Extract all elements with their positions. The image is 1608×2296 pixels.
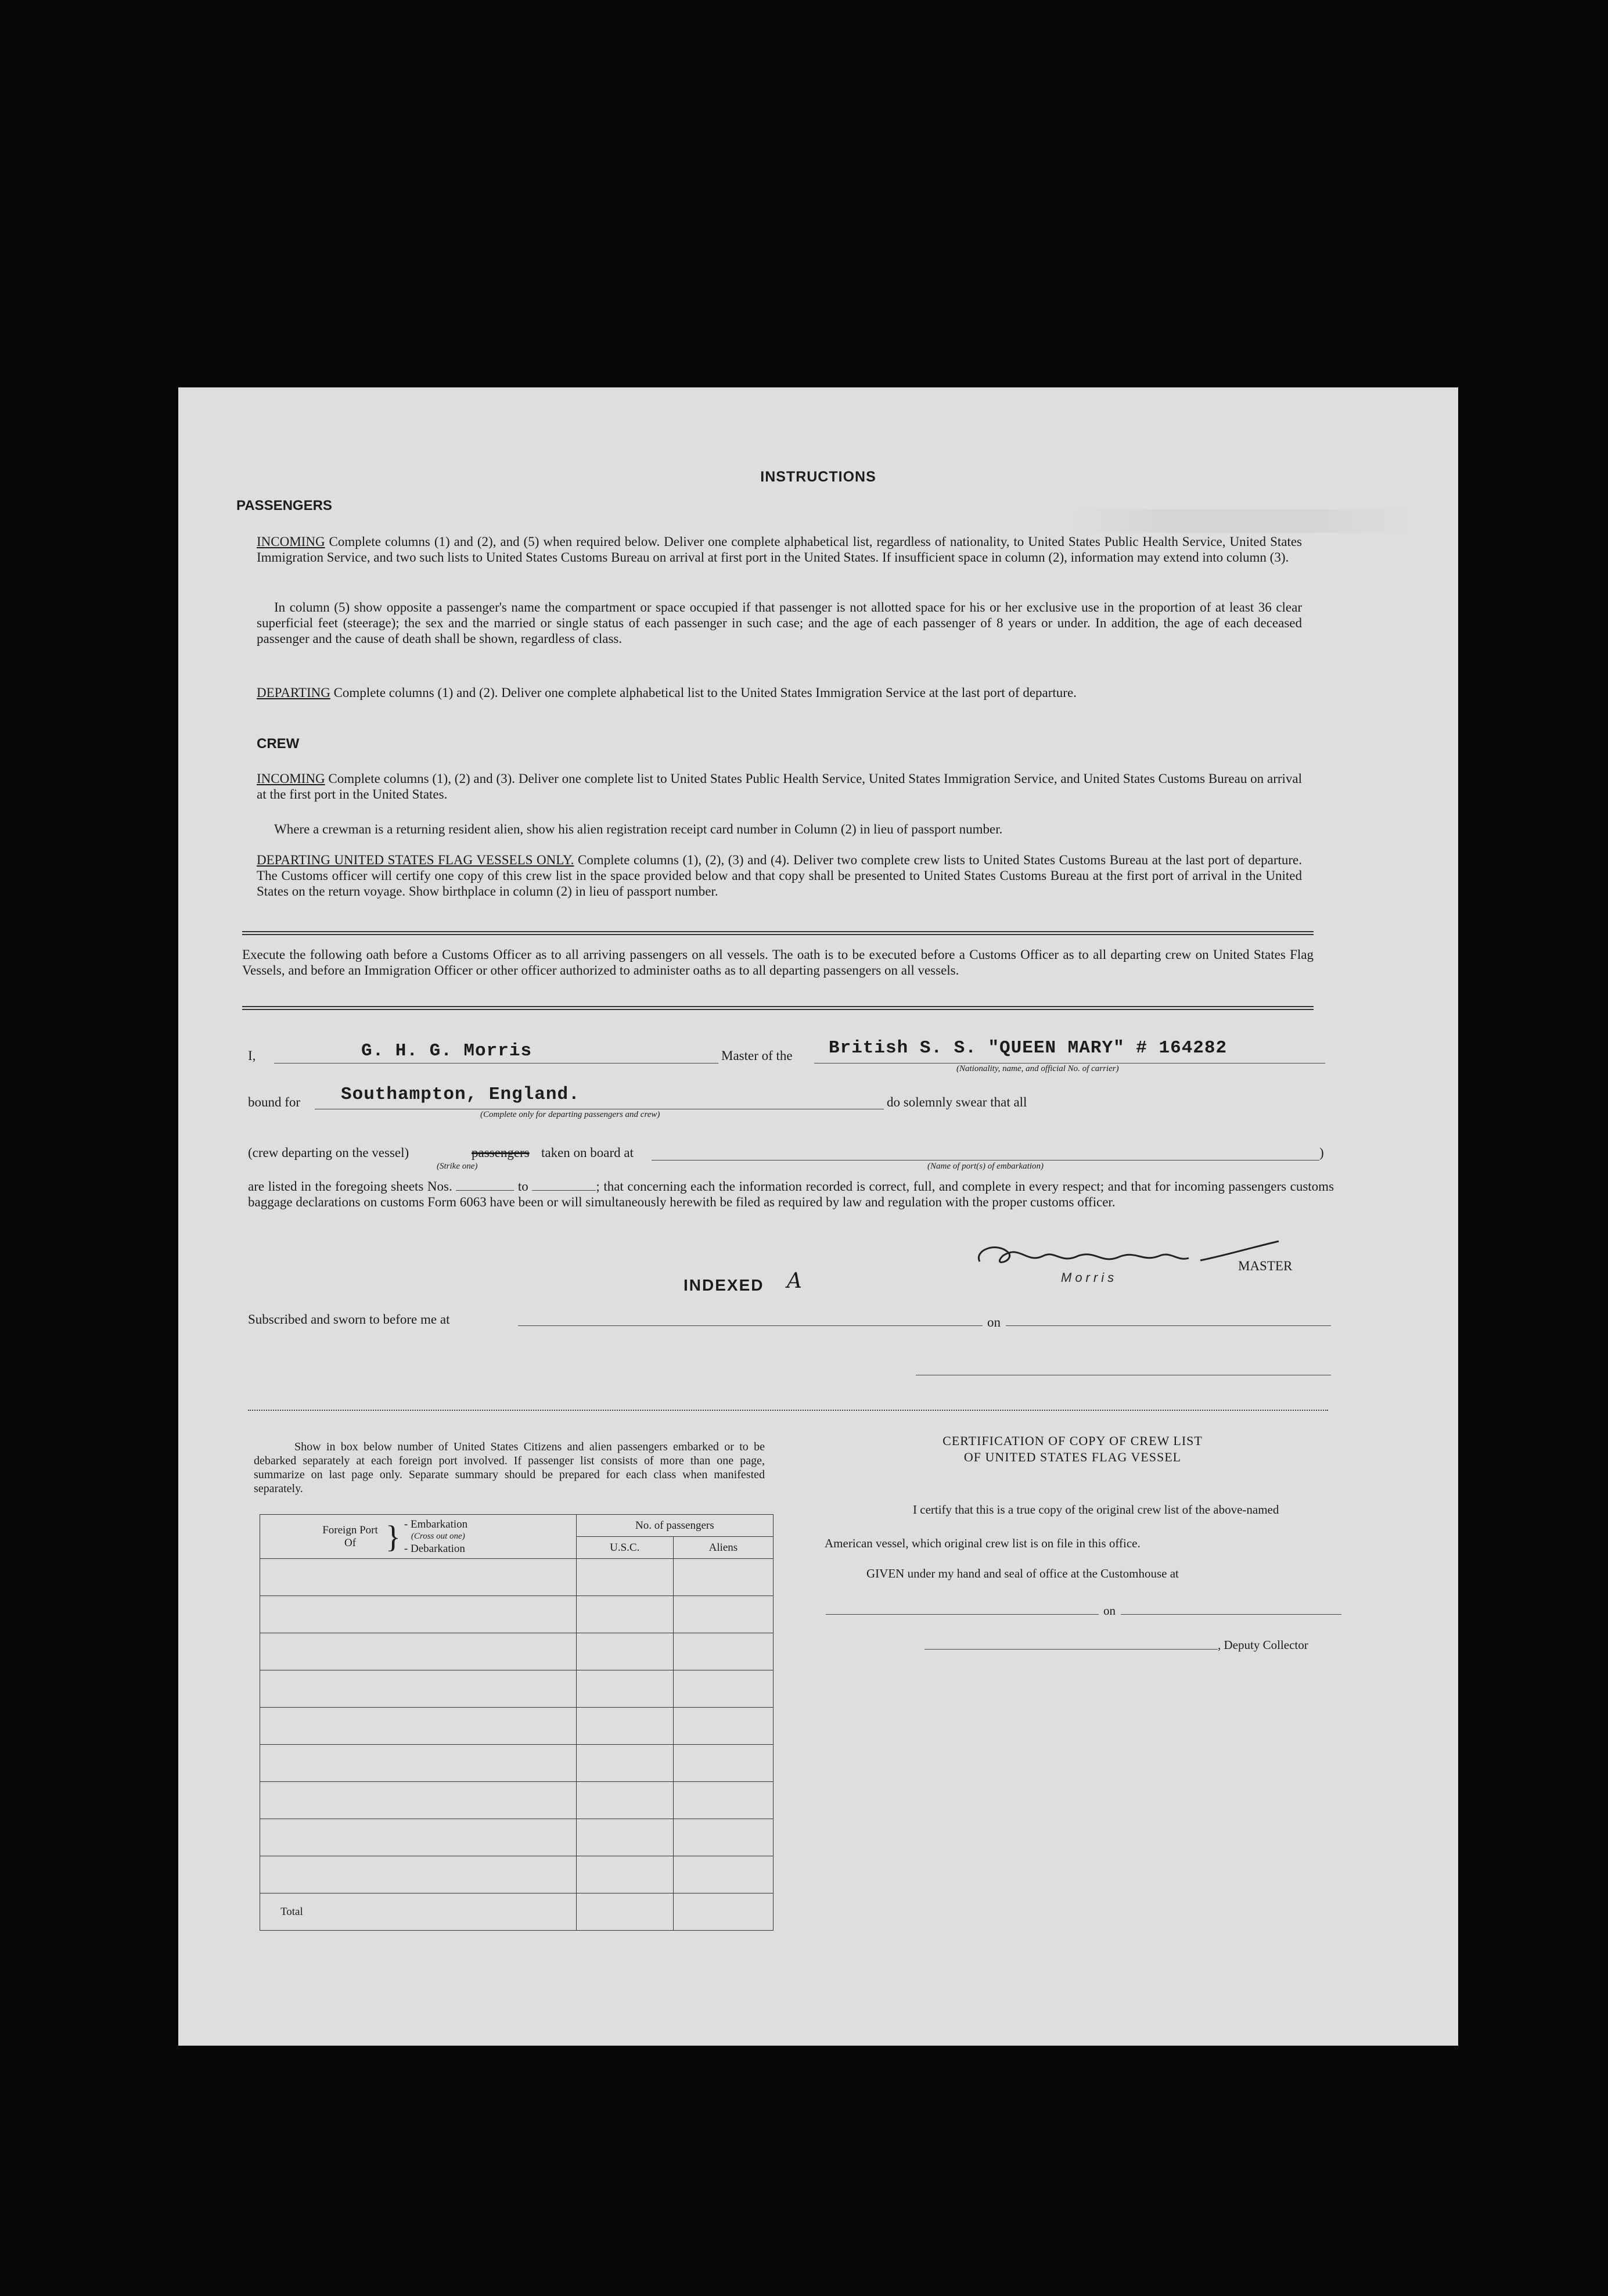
indexed-mark: A [787,1269,802,1293]
port-cell[interactable] [260,1782,577,1819]
crew-departing-text: Complete columns (1), (2), (3) and (4). Deliver two complete crew lists to United States Customs Bureau at the last port of departure. The Customs officer will certify one copy of this crew list in the space provided below and that copy shall be presented to United States Customs Bureau at the first port of arrival in the United States on the return voyage. Show birthplace in column (2) in lieu of passport number. [257,853,1303,899]
aliens-cell[interactable] [673,1670,773,1708]
certification-title [869,1433,1276,1465]
passenger-summary-table [260,1514,774,1931]
usc-cell[interactable] [576,1856,673,1893]
bleed-through-text [1067,509,1415,533]
oath-i-label: I, [248,1048,256,1063]
passengers-incoming-text: Complete columns (1) and (2), and (5) when required below. Deliver one complete alphabetical list, regardless of nationality, to United States Public Health Service, United States Immigration Service, and two such lists to United States Customs Bureau on arrival at first port in the United States. If insufficient space in column (2), information may extend into column (3). [257,534,1303,565]
sheet-to-blank[interactable] [532,1190,596,1191]
crew-resident-paragraph: Where a crewman is a returning resident alien, show his alien registration receipt card number in Column (2) in lieu of passport number. [274,822,1003,836]
swear-text: do solemnly swear that all [887,1095,1027,1109]
port-cell[interactable] [260,1819,577,1856]
port-cell[interactable] [260,1670,577,1708]
subscribed-date-line[interactable] [1006,1325,1331,1326]
debarkation-label: - Debarkation [404,1543,465,1555]
form-page [178,387,1458,2046]
crew-departing-label: (crew departing on the vessel) [248,1145,409,1160]
aliens-total-cell[interactable] [673,1893,773,1931]
usc-cell[interactable] [576,1745,673,1782]
aliens-cell[interactable] [673,1782,773,1819]
deputy-collector-label: , Deputy Collector [1218,1638,1308,1652]
port-cell[interactable] [260,1745,577,1782]
listed-text-2: ; that concerning each the information recorded is correct, full, and complete in every respect; and that for incoming passengers customs baggage declarations on customs Form 6063 have been or will simultaneously herewith be filed as required by law and regulation with the proper customs officer. [248,1179,1334,1209]
taken-on-board-label: taken on board at [541,1145,634,1160]
passengers-departing-text: Complete columns (1) and (2). Deliver one complete alphabetical list to the United States Immigration Service at the last port of departure. [333,685,1077,700]
passengers-heading: PASSENGERS [236,498,332,513]
port-cell[interactable] [260,1633,577,1670]
crew-incoming-text: Complete columns (1), (2) and (3). Deliver one complete list to United States Public Health Service, United States Immigration Service, and United States Customs Bureau on arrival at the first port in the United States. [257,771,1302,802]
divider-oath-2 [242,1009,1314,1010]
master-signature [968,1238,1282,1273]
struck-passengers: passengers [472,1145,530,1160]
port-cell[interactable] [260,1559,577,1596]
master-label: MASTER [1238,1259,1293,1273]
aliens-cell[interactable] [673,1559,773,1596]
cross-out-label: (Cross out one) [411,1532,465,1541]
vessel-field[interactable]: British S. S. "QUEEN MARY" # 164282 [829,1038,1228,1058]
certification-title-line-2: OF UNITED STATES FLAG VESSEL [963,1450,1182,1464]
aliens-cell[interactable] [673,1708,773,1745]
usc-cell[interactable] [576,1708,673,1745]
crew-departing-label: DEPARTING UNITED STATES FLAG VESSELS ONLY. [257,853,574,867]
passengers-departing-label: DEPARTING [257,685,330,700]
vessel-caption: (Nationality, name, and official No. of carrier) [956,1064,1119,1073]
no-passengers-header: No. of passengers [576,1515,773,1537]
crew-incoming-label: INCOMING [257,771,325,786]
usc-cell[interactable] [576,1782,673,1819]
divider-top-1 [242,931,1314,932]
aliens-header: Aliens [673,1537,773,1559]
column5-paragraph: In column (5) show opposite a passenger's name the compartment or space occupied if that passenger is not allotted space for his or her exclusive use in the proportion of at least 36 clear superficial feet (steerage); the sex and the married or single status of each passenger in such case; and the age of each passenger of 8 years or under. In addition, the age of each deceased passenger and the cause of death shall be shown, regardless of class. [257,600,1302,646]
certification-on-label: on [1103,1604,1116,1618]
crew-incoming-paragraph [257,771,1302,802]
summary-instructions: Show in box below number of United States Citizens and alien passengers embarked or to be debarked separately at each foreign port involved. If passenger list consists of more than one page, summarize on last page only. Separate summary should be prepared for each class when manifested separately. [254,1440,765,1495]
crew-heading: CREW [257,736,300,752]
sheet-from-blank[interactable] [456,1190,514,1191]
usc-total-cell[interactable] [576,1893,673,1931]
certification-vessel-text: American vessel, which original crew list is on file in this office. [825,1536,1141,1550]
usc-cell[interactable] [576,1559,673,1596]
usc-cell[interactable] [576,1633,673,1670]
usc-cell[interactable] [576,1670,673,1708]
closing-paren: ) [1319,1145,1324,1160]
aliens-cell[interactable] [673,1596,773,1633]
bound-for-field[interactable]: Southampton, England. [341,1084,580,1105]
passengers-departing-paragraph [257,685,1302,700]
brace-glyph: } [386,1519,401,1554]
passengers-incoming-label: INCOMING [257,534,325,549]
foreign-port-header-cell [260,1515,577,1559]
total-label: Total [260,1893,577,1931]
usc-cell[interactable] [576,1596,673,1633]
divider-dotted [248,1410,1328,1411]
aliens-cell[interactable] [673,1819,773,1856]
master-name-field[interactable]: G. H. G. Morris [361,1041,533,1061]
master-of-label: Master of the [721,1048,793,1063]
subscribed-label: Subscribed and sworn to before me at [248,1312,450,1327]
bound-for-label: bound for [248,1095,301,1109]
usc-cell[interactable] [576,1819,673,1856]
aliens-cell[interactable] [673,1856,773,1893]
signature-print: Morris [1061,1270,1118,1285]
crew-departing-paragraph [257,852,1302,899]
aliens-cell[interactable] [673,1745,773,1782]
foreign-port-label: Foreign Port Of [322,1524,378,1549]
usc-header: U.S.C. [576,1537,673,1559]
port-cell[interactable] [260,1708,577,1745]
passengers-incoming-paragraph [257,534,1302,565]
given-text: GIVEN under my hand and seal of office at the Customhouse at [866,1566,1179,1580]
strike-caption: (Strike one) [437,1162,478,1171]
subscribed-place-line[interactable] [518,1325,983,1326]
listed-text-1: are listed in the foregoing sheets Nos. [248,1179,452,1194]
to-label: to [517,1179,528,1194]
ports-caption: (Name of port(s) of embarkation) [927,1162,1044,1171]
deputy-signature-line[interactable] [924,1649,1218,1650]
customhouse-line[interactable] [826,1614,1099,1615]
oath-instructions: Execute the following oath before a Customs Officer as to all arriving passengers on all vessels. The oath is to be executed before a Customs Officer as to all departing crew on United States Flag Vessels, and before an Immigration Officer or other officer authorized to administer oaths as to all departing passengers on all vessels. [242,947,1314,978]
signature-scribble [968,1238,1282,1273]
indexed-stamp: INDEXED [684,1276,764,1294]
certification-date-line[interactable] [1121,1614,1341,1615]
listed-paragraph [248,1178,1334,1210]
port-cell[interactable] [260,1856,577,1893]
divider-oath-1 [242,1006,1314,1007]
instructions-title: INSTRUCTIONS [760,469,876,485]
certification-title-line-1: CERTIFICATION OF COPY OF CREW LIST [943,1433,1203,1448]
embarkation-label: - Embarkation [404,1518,468,1530]
port-cell[interactable] [260,1596,577,1633]
aliens-cell[interactable] [673,1633,773,1670]
certify-text: I certify that this is a true copy of the original crew list of the above-named [913,1503,1279,1517]
divider-top-2 [242,934,1314,935]
bound-caption: (Complete only for departing passengers and crew) [480,1110,660,1119]
subscribed-on-label: on [987,1315,1001,1330]
